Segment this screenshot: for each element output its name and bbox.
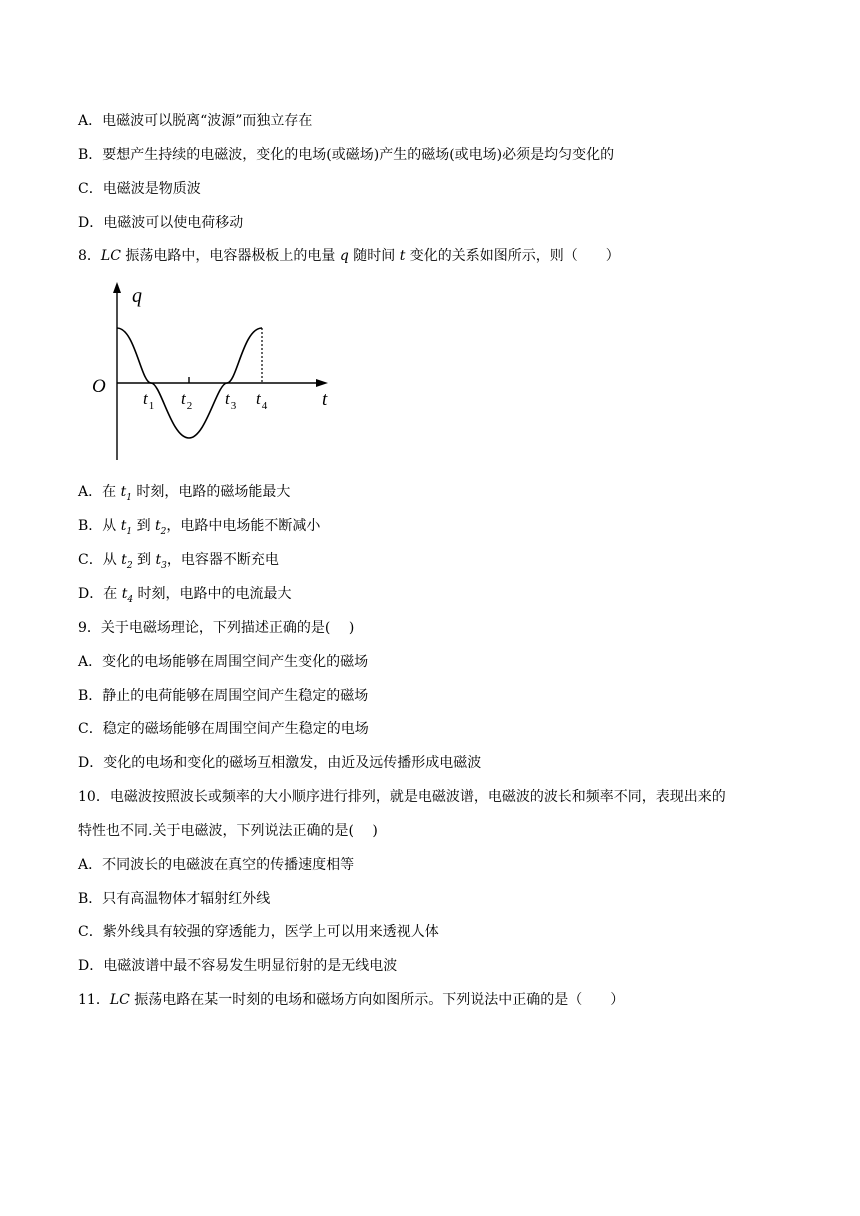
q10-option-c: C．紫外线具有较强的穿透能力，医学上可以用来透视人体 <box>78 924 439 940</box>
q8-option-a: A．在 $t_1$ 时刻，电路的磁场能最大 <box>78 484 291 503</box>
q9-stem: 9．关于电磁场理论，下列描述正确的是( ) <box>78 620 355 636</box>
t3-label: $t_3$ <box>225 389 237 412</box>
q9-option-c: C．稳定的磁场能够在周围空间产生稳定的电场 <box>78 721 369 737</box>
q7-option-b: B．要想产生持续的电磁波，变化的电场(或磁场)产生的磁场(或电场)必须是均匀变化的 <box>78 147 615 163</box>
q8-lc: LC <box>100 248 121 264</box>
q8-stem-part2: 随时间 <box>348 248 400 264</box>
y-axis-arrow <box>113 282 121 293</box>
q-t-graph <box>88 280 338 465</box>
t2-label: $t_2$ <box>181 389 193 412</box>
q7-option-d: D．电磁波可以使电荷移动 <box>78 215 244 231</box>
q11-stem-text: 振荡电路在某一时刻的电场和磁场方向如图所示。下列说法中正确的是（ ） <box>129 992 625 1008</box>
q11-number: 11． <box>78 992 110 1008</box>
t1-label: $t_1$ <box>143 389 155 412</box>
q8-t-symbol: t <box>399 248 406 264</box>
q10-stem-line2: 特性也不同.关于电磁波，下列说法正确的是( ) <box>78 823 378 839</box>
q8-stem-part1: 振荡电路中，电容器极板上的电量 <box>120 248 340 264</box>
q8-option-c: C．从 $t_2$ 到 $t_3$，电容器不断充电 <box>78 552 279 571</box>
y-axis-label: q <box>132 285 142 307</box>
q10-option-b: B．只有高温物体才辐射红外线 <box>78 891 271 907</box>
q10-stem-line1: 10．电磁波按照波长或频率的大小顺序进行排列，就是电磁波谱，电磁波的波长和频率不同，表现出来的 <box>78 789 726 805</box>
q11-stem <box>78 991 624 1009</box>
q10-option-d: D．电磁波谱中最不容易发生明显衍射的是无线电波 <box>78 958 398 974</box>
q9-option-a: A．变化的电场能够在周围空间产生变化的磁场 <box>78 654 369 670</box>
x-axis-arrow <box>316 379 328 387</box>
q7-option-a: A．电磁波可以脱离“波源”而独立存在 <box>78 113 313 129</box>
q8-number: 8． <box>78 248 101 264</box>
q10-option-a: A．不同波长的电磁波在真空的传播速度相等 <box>78 857 355 873</box>
q8-stem <box>78 247 620 265</box>
q9-option-d: D．变化的电场和变化的磁场互相激发，由近及远传播形成电磁波 <box>78 755 482 771</box>
q8-option-d: D．在 $t_4$ 时刻，电路中的电流最大 <box>78 586 292 605</box>
q8-q-symbol: q <box>339 248 349 264</box>
q9-option-b: B．静止的电荷能够在周围空间产生稳定的磁场 <box>78 688 369 704</box>
t4-label: $t_4$ <box>256 389 268 412</box>
q8-stem-part3: 变化的关系如图所示，则（ ） <box>405 248 620 264</box>
q7-option-c: C．电磁波是物质波 <box>78 181 201 197</box>
q11-lc: LC <box>109 992 130 1008</box>
x-axis-label: t <box>322 389 328 410</box>
q8-option-b: B．从 $t_1$ 到 $t_2$，电路中电场能不断减小 <box>78 518 321 537</box>
origin-label: O <box>92 376 106 397</box>
